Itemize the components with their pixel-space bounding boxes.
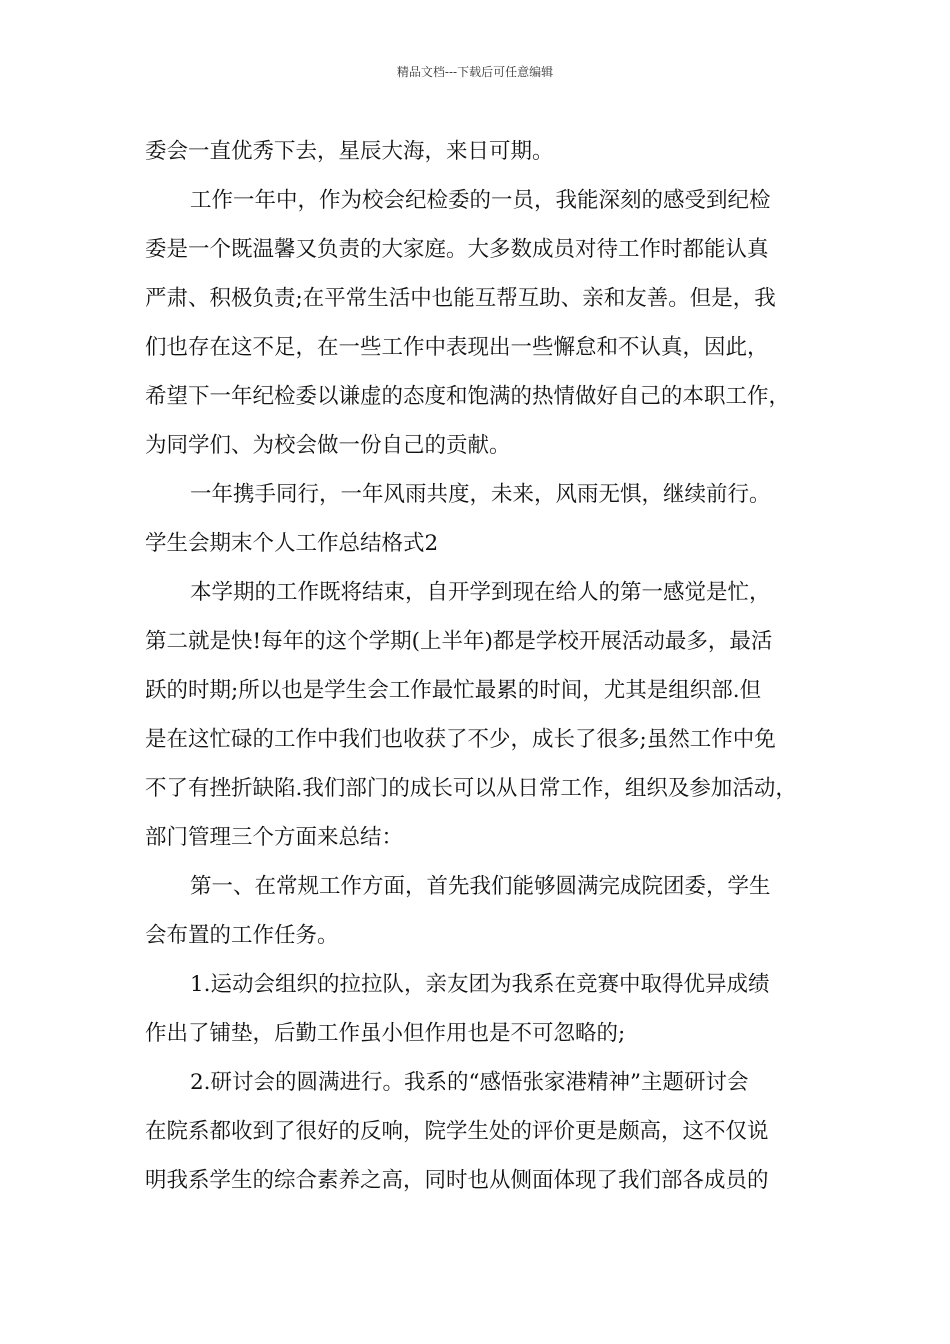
paragraph-start: 本学期的工作既将结束，自开学到现在给人的第一感觉是忙， <box>190 580 771 605</box>
text-line: 在院系都收到了很好的反响，院学生处的评价更是颇高，这不仅说 <box>145 1119 769 1144</box>
text-line: 第二就是快!每年的这个学期(上半年)都是学校开展活动最多，最活 <box>145 629 773 654</box>
paragraph-start: 第一、在常规工作方面，首先我们能够圆满完成院团委，学生 <box>190 874 771 899</box>
page-header: 精品文档---下载后可任意编辑 <box>396 65 554 79</box>
text-line: 是在这忙碌的工作中我们也收获了不少，成长了很多;虽然工作中免 <box>145 727 776 752</box>
paragraph-start: 一年携手同行，一年风雨共度，未来，风雨无惧，继续前行。 <box>190 482 771 507</box>
list-item-start: 2.研讨会的圆满进行。我系的“感悟张家港精神”主题研讨会 <box>190 1070 749 1095</box>
text-line: 委会一直优秀下去，星辰大海，来日可期。 <box>145 139 554 164</box>
list-item-start: 1.运动会组织的拉拉队，亲友团为我系在竞赛中取得优异成绩 <box>190 972 770 997</box>
text-line: 们也存在这不足，在一些工作中表现出一些懈怠和不认真，因此， <box>145 335 769 360</box>
text-line: 会布置的工作任务。 <box>145 923 339 948</box>
text-line: 委是一个既温馨又负责的大家庭。大多数成员对待工作时都能认真 <box>145 237 769 262</box>
text-line: 部门管理三个方面来总结： <box>145 825 404 850</box>
text-line: 跃的时期;所以也是学生会工作最忙最累的时间，尤其是组织部.但 <box>145 678 762 703</box>
text-line: 希望下一年纪检委以谦虚的态度和饱满的热情做好自己的本职工作， <box>145 384 791 409</box>
text-line: 明我系学生的综合素养之高，同时也从侧面体现了我们部各成员的 <box>145 1168 769 1193</box>
section-heading: 学生会期末个人工作总结格式2 <box>145 531 439 556</box>
text-line: 严肃、积极负责;在平常生活中也能互帮互助、亲和友善。但是，我 <box>145 286 776 311</box>
text-line: 作出了铺垫，后勤工作虽小但作用也是不可忽略的; <box>145 1021 626 1046</box>
paragraph-start: 工作一年中，作为校会纪检委的一员，我能深刻的感受到纪检 <box>190 188 771 213</box>
text-line: 为同学们、为校会做一份自己的贡献。 <box>145 433 511 458</box>
text-line: 不了有挫折缺陷.我们部门的成长可以从日常工作，组织及参加活动， <box>145 776 797 801</box>
